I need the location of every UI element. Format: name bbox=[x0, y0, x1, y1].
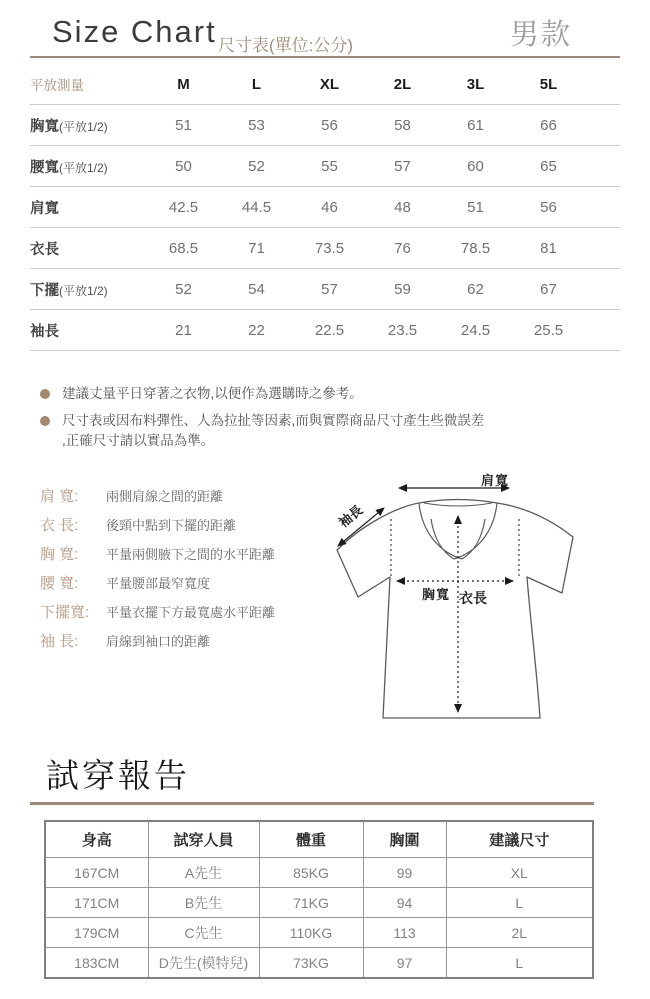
table-cell: 97 bbox=[363, 948, 446, 979]
row-label-note: (平放1/2) bbox=[59, 160, 108, 175]
bullet-icon bbox=[40, 416, 50, 426]
size-value: 52 bbox=[248, 157, 265, 175]
size-value: 25.5 bbox=[533, 321, 564, 339]
row-label-main: 胸寬 bbox=[30, 118, 59, 135]
table-cell: 73KG bbox=[259, 948, 363, 979]
table-row bbox=[30, 269, 620, 310]
size-value: 42.5 bbox=[168, 198, 199, 216]
size-value: 81 bbox=[540, 239, 557, 257]
table-row bbox=[45, 948, 593, 979]
column-header: 建議尺寸 bbox=[446, 821, 593, 858]
row-label-main: 下擺 bbox=[30, 282, 59, 299]
size-column-header: XL bbox=[319, 75, 340, 93]
table-row bbox=[30, 310, 620, 351]
table-row bbox=[45, 918, 593, 948]
note-text: 建議丈量平日穿著之衣物,以便作為選購時之參考。 bbox=[62, 386, 363, 401]
size-value: 52 bbox=[175, 280, 192, 298]
garment-length-label: 衣長 bbox=[459, 590, 487, 606]
column-header: 身高 bbox=[45, 821, 148, 858]
size-value: 68.5 bbox=[168, 239, 199, 257]
size-column-header: 2L bbox=[393, 75, 412, 93]
size-value: 56 bbox=[321, 116, 338, 134]
size-value: 71 bbox=[248, 239, 265, 257]
sleeve-length-label: 袖長 bbox=[335, 502, 366, 531]
size-value: 58 bbox=[394, 116, 411, 134]
definition-term: 肩 寬: bbox=[40, 488, 79, 505]
table-cell: C先生 bbox=[148, 918, 259, 948]
table-cell: 171CM bbox=[45, 888, 148, 918]
shirt-collar-right-flap bbox=[431, 503, 497, 559]
size-value: 55 bbox=[321, 157, 338, 175]
size-value: 66 bbox=[540, 116, 557, 134]
column-header: 試穿人員 bbox=[148, 821, 259, 858]
polo-shirt-diagram bbox=[325, 462, 645, 752]
definition-desc: 兩側肩線之間的距離 bbox=[106, 489, 224, 504]
list-item bbox=[40, 568, 275, 597]
measurement-definitions bbox=[40, 481, 275, 655]
list-item bbox=[40, 597, 275, 626]
note-line: 尺寸表或因布料彈性、人為拉扯等因素,而與實際商品尺寸產生些微誤差 bbox=[62, 413, 485, 428]
size-row-label bbox=[30, 320, 147, 341]
table-row bbox=[30, 228, 620, 269]
table-cell: 110KG bbox=[259, 918, 363, 948]
definition-desc: 平量衣擺下方最寬處水平距離 bbox=[106, 605, 276, 620]
fit-report-title: 試穿報告 bbox=[46, 757, 190, 794]
size-value: 54 bbox=[248, 280, 265, 298]
size-table-corner-label: 平放測量 bbox=[30, 78, 84, 93]
chest-width-label: 胸寬 bbox=[422, 587, 451, 602]
definition-term: 下擺寬: bbox=[40, 604, 90, 621]
definition-term: 胸 寬: bbox=[40, 546, 79, 563]
list-item bbox=[40, 411, 615, 451]
size-value: 73.5 bbox=[314, 239, 345, 257]
header-divider bbox=[30, 56, 620, 58]
note-line: ,正確尺寸請以實品為準。 bbox=[62, 433, 215, 448]
size-value: 44.5 bbox=[241, 198, 272, 216]
shoulder-width-label: 肩寬 bbox=[481, 473, 510, 488]
fit-report-table bbox=[44, 820, 594, 979]
shirt-collar-back bbox=[419, 500, 497, 504]
size-value: 48 bbox=[394, 198, 411, 216]
definition-desc: 後頸中點到下擺的距離 bbox=[106, 518, 237, 533]
size-row-label bbox=[30, 238, 147, 259]
shirt-collar-band bbox=[424, 503, 492, 506]
size-value: 62 bbox=[467, 280, 484, 298]
size-value: 57 bbox=[394, 157, 411, 175]
size-value: 60 bbox=[467, 157, 484, 175]
definition-term: 衣 長: bbox=[40, 517, 79, 534]
table-cell: 71KG bbox=[259, 888, 363, 918]
table-cell: A先生 bbox=[148, 858, 259, 888]
size-value: 46 bbox=[321, 198, 338, 216]
definition-term: 袖 長: bbox=[40, 633, 79, 650]
size-table-header-row bbox=[30, 64, 620, 105]
table-cell: B先生 bbox=[148, 888, 259, 918]
bullet-icon bbox=[40, 389, 50, 399]
size-value: 51 bbox=[175, 116, 192, 134]
size-column-header: M bbox=[177, 75, 190, 93]
row-label-main: 腰寬 bbox=[30, 159, 59, 176]
row-label-note: (平放1/2) bbox=[59, 283, 108, 298]
size-column-header: 3L bbox=[466, 75, 485, 93]
table-cell: 99 bbox=[363, 858, 446, 888]
row-label-main: 肩寬 bbox=[30, 200, 59, 217]
column-header: 體重 bbox=[259, 821, 363, 858]
size-column-header: L bbox=[251, 75, 262, 93]
size-value: 51 bbox=[467, 198, 484, 216]
list-item bbox=[40, 384, 615, 404]
definition-term: 腰 寬: bbox=[40, 575, 79, 592]
size-value: 22.5 bbox=[314, 321, 345, 339]
list-item bbox=[40, 626, 275, 655]
table-row bbox=[30, 146, 620, 187]
table-cell: 183CM bbox=[45, 948, 148, 979]
table-cell: 2L bbox=[446, 918, 593, 948]
table-cell: XL bbox=[446, 858, 593, 888]
list-item bbox=[40, 481, 275, 510]
definition-desc: 平量腰部最窄寬度 bbox=[106, 576, 211, 591]
size-value: 59 bbox=[394, 280, 411, 298]
table-cell: 179CM bbox=[45, 918, 148, 948]
list-item bbox=[40, 510, 275, 539]
table-cell: D先生(模特兒) bbox=[148, 948, 259, 979]
table-row bbox=[45, 858, 593, 888]
fit-report-header-row bbox=[45, 821, 593, 858]
note-text bbox=[62, 411, 484, 451]
size-value: 23.5 bbox=[387, 321, 418, 339]
category-label: 男款 bbox=[510, 19, 573, 51]
row-label-main: 衣長 bbox=[30, 241, 59, 258]
size-value: 67 bbox=[540, 280, 557, 298]
definition-desc: 肩線到袖口的距離 bbox=[106, 634, 211, 649]
table-cell: 167CM bbox=[45, 858, 148, 888]
size-row-label bbox=[30, 156, 147, 177]
page-title-zh: 尺寸表(單位:公分) bbox=[218, 36, 354, 55]
notes-list bbox=[40, 384, 615, 458]
table-cell: L bbox=[446, 888, 593, 918]
row-label-main: 袖長 bbox=[30, 323, 59, 340]
table-cell: 94 bbox=[363, 888, 446, 918]
size-value: 53 bbox=[248, 116, 265, 134]
size-value: 57 bbox=[321, 280, 338, 298]
list-item bbox=[40, 539, 275, 568]
shirt-outline-drawing bbox=[325, 462, 645, 752]
size-value: 78.5 bbox=[460, 239, 491, 257]
size-table bbox=[30, 64, 620, 351]
size-value: 21 bbox=[175, 321, 192, 339]
size-value: 61 bbox=[467, 116, 484, 134]
shirt-body-outline bbox=[337, 503, 573, 718]
definition-desc: 平量兩側腋下之間的水平距離 bbox=[106, 547, 276, 562]
size-row-label bbox=[30, 279, 147, 300]
column-header: 胸圍 bbox=[363, 821, 446, 858]
size-value: 22 bbox=[248, 321, 265, 339]
table-row bbox=[30, 105, 620, 146]
page-title-en: Size Chart bbox=[52, 14, 217, 49]
size-value: 56 bbox=[540, 198, 557, 216]
size-row-label bbox=[30, 115, 147, 136]
size-row-label bbox=[30, 197, 147, 218]
fit-report-divider bbox=[30, 802, 594, 805]
table-row bbox=[30, 187, 620, 228]
size-column-header: 5L bbox=[539, 75, 558, 93]
size-value: 50 bbox=[175, 157, 192, 175]
table-cell: 85KG bbox=[259, 858, 363, 888]
table-cell: L bbox=[446, 948, 593, 979]
shirt-collar-left-flap bbox=[419, 503, 485, 559]
table-row bbox=[45, 888, 593, 918]
row-label-note: (平放1/2) bbox=[59, 119, 108, 134]
size-value: 65 bbox=[540, 157, 557, 175]
size-value: 76 bbox=[394, 239, 411, 257]
table-cell: 113 bbox=[363, 918, 446, 948]
size-value: 24.5 bbox=[460, 321, 491, 339]
